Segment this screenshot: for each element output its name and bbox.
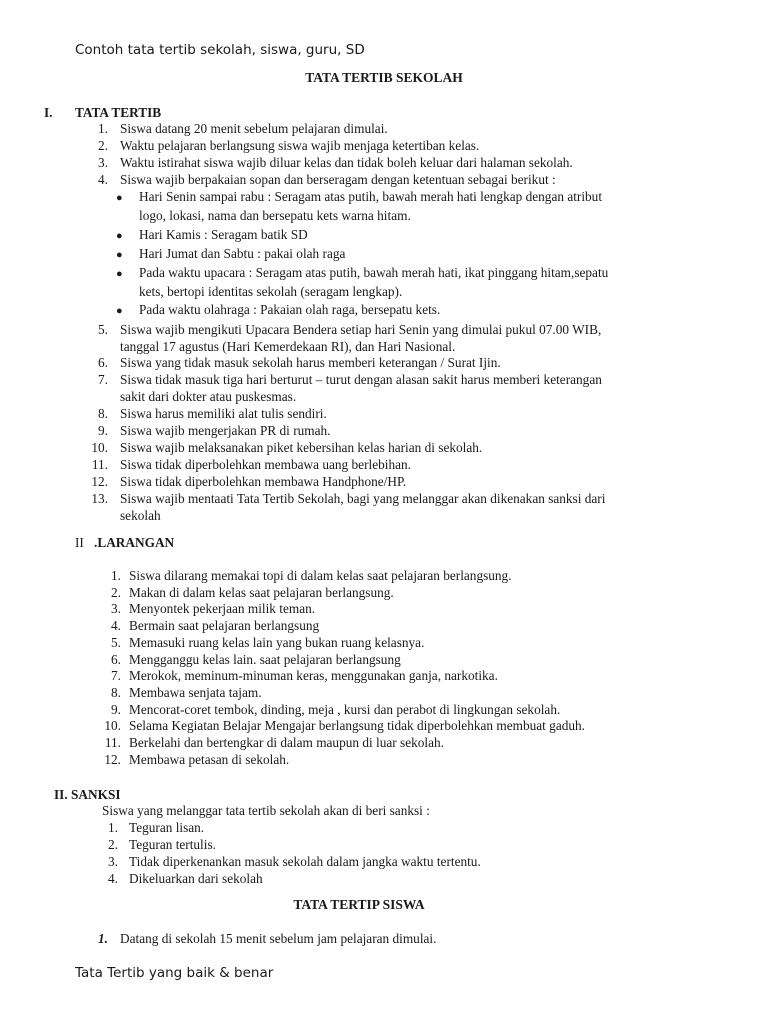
list-item-text: Makan di dalam kelas saat pelajaran berlangsung.: [129, 584, 394, 600]
list-item-number: 1.: [98, 121, 108, 136]
page-footer: Tata Tertib yang baik & benar: [75, 965, 274, 981]
list-item-number: 4.: [111, 618, 121, 634]
list-item-number: 1.: [98, 931, 108, 946]
list-item-text: Membawa petasan di sekolah.: [129, 751, 290, 767]
list-item-text: Teguran tertulis.: [129, 837, 216, 852]
list-item-text: Siswa yang tidak masuk sekolah harus memberi keterangan / Surat Ijin.: [120, 355, 501, 370]
list-item-number: 6.: [111, 651, 121, 667]
list-item-number: 9.: [98, 423, 108, 438]
document-title: TATA TERTIB SEKOLAH: [305, 70, 463, 85]
list-item-text: Siswa tidak diperbolehkan membawa uang berlebihan.: [120, 457, 411, 472]
list-item-text: Siswa wajib mengerjakan PR di rumah.: [120, 423, 331, 438]
list-item-number: 4.: [98, 172, 108, 187]
bullet-item-text: Pada waktu upacara : Seragam atas putih, bawah merah hati, ikat pinggang hitam,sepatu: [139, 265, 609, 280]
list-item-text: Datang di sekolah 15 menit sebelum jam pelajaran dimulai.: [120, 931, 437, 946]
bullet-icon: ●: [116, 268, 123, 280]
list-item-text: Mencorat-coret tembok, dinding, meja , kursi dan perabot di lingkungan sekolah.: [129, 701, 561, 717]
list-item-number: 7.: [111, 668, 121, 684]
list-item-number: 10.: [104, 718, 121, 734]
bullet-item-text: logo, lokasi, nama dan bersepatu kets warna hitam.: [139, 208, 411, 223]
list-item-text: tanggal 17 agustus (Hari Kemerdekaan RI), dan Hari Nasional.: [120, 339, 456, 354]
list-item-number: 12.: [91, 474, 108, 489]
list-item-text: Memasuki ruang kelas lain yang bukan ruang kelasnya.: [129, 634, 425, 650]
page-header: Contoh tata tertib sekolah, siswa, guru, SD: [75, 42, 365, 58]
bullet-item-text: Pada waktu olahraga : Pakaian olah raga, bersepatu kets.: [139, 302, 441, 317]
section-3-intro: Siswa yang melanggar tata tertib sekolah akan di beri sanksi :: [102, 803, 430, 818]
list-item-number: 9.: [111, 701, 121, 717]
list-item-number: 5.: [98, 322, 108, 337]
list-item-number: 4.: [108, 871, 118, 886]
list-item-text: Siswa wajib berpakaian sopan dan berseragam dengan ketentuan sebagai berikut :: [120, 172, 556, 187]
list-item-text: Siswa wajib mentaati Tata Tertib Sekolah, bagi yang melanggar akan dikenakan sanksi dari: [120, 491, 606, 506]
list-item-number: 7.: [98, 372, 108, 387]
list-item-number: 13.: [91, 491, 108, 506]
list-item-text: Bermain saat pelajaran berlangsung: [129, 618, 320, 634]
list-item-number: 2.: [98, 138, 108, 153]
list-item-text: Berkelahi dan bertengkar di dalam maupun di luar sekolah.: [129, 735, 444, 750]
list-item-text: Dikeluarkan dari sekolah: [129, 871, 263, 886]
list-item-number: 8.: [111, 684, 121, 700]
list-item-number: 6.: [98, 355, 108, 370]
list-item-text: Tidak diperkenankan masuk sekolah dalam jangka waktu tertentu.: [129, 854, 481, 869]
list-item-text: Merokok, meminum-minuman keras, menggunakan ganja, narkotika.: [129, 668, 498, 684]
list-item-number: 3.: [111, 601, 121, 617]
list-item-number: 2.: [111, 584, 121, 600]
bullet-icon: ●: [116, 192, 123, 204]
list-item-text: Waktu pelajaran berlangsung siswa wajib menjaga ketertiban kelas.: [120, 138, 480, 153]
list-item-number: 1.: [108, 820, 118, 835]
list-item-text: Siswa tidak diperbolehkan membawa Handphone/HP.: [120, 474, 407, 489]
list-item-text: Siswa harus memiliki alat tulis sendiri.: [120, 406, 327, 421]
list-item-text: Menyontek pekerjaan milik teman.: [129, 601, 316, 617]
bullet-item-text: Hari Senin sampai rabu : Seragam atas putih, bawah merah hati lengkap dengan atribut: [139, 189, 603, 204]
list-item-text: sekolah: [120, 508, 161, 523]
list-item-text: Mengganggu kelas lain. saat pelajaran berlangsung: [129, 651, 401, 667]
bullet-item-text: Hari Jumat dan Sabtu : pakai olah raga: [139, 246, 346, 261]
list-item-text: Waktu istirahat siswa wajib diluar kelas dan tidak boleh keluar dari halaman sekolah.: [120, 155, 573, 170]
list-item-number: 1.: [111, 568, 121, 583]
section-2-numeral: II: [75, 535, 84, 550]
list-item-number: 2.: [108, 837, 118, 852]
section-4-title: TATA TERTIP SISWA: [293, 897, 425, 912]
list-item-text: Siswa datang 20 menit sebelum pelajaran dimulai.: [120, 121, 388, 136]
list-item-text: Selama Kegiatan Belajar Mengajar berlangsung tidak diperbolehkan membuat gaduh.: [129, 718, 586, 734]
list-item-text: Siswa wajib mengikuti Upacara Bendera setiap hari Senin yang dimulai pukul 07.00 WIB,: [120, 322, 602, 337]
list-item-number: 8.: [98, 406, 108, 421]
list-item-number: 3.: [98, 155, 108, 170]
bullet-icon: ●: [116, 249, 123, 261]
list-item-text: sakit dari dokter atau puskesmas.: [120, 389, 297, 404]
list-item-number: 5.: [111, 634, 121, 650]
section-2-title: .LARANGAN: [94, 535, 175, 550]
section-3-title: II. SANKSI: [54, 787, 121, 802]
list-item-number: 11.: [104, 735, 121, 750]
bullet-item-text: kets, bertopi identitas sekolah (seragam lengkap).: [139, 284, 403, 299]
list-item-number: 10.: [91, 440, 108, 455]
list-item-text: Teguran lisan.: [129, 820, 205, 835]
list-item-text: Siswa dilarang memakai topi di dalam kelas saat pelajaran berlangsung.: [129, 568, 512, 583]
list-item-number: 11.: [91, 457, 108, 472]
list-item-text: Siswa tidak masuk tiga hari berturut – turut dengan alasan sakit harus memberi keterangan: [120, 372, 602, 387]
bullet-item-text: Hari Kamis : Seragam batik SD: [139, 227, 308, 242]
bullet-icon: ●: [116, 230, 123, 242]
list-item-number: 12.: [104, 751, 121, 767]
list-item-number: 3.: [108, 854, 118, 869]
list-item-text: Membawa senjata tajam.: [129, 684, 262, 700]
section-1-title: TATA TERTIB: [75, 105, 162, 120]
list-item-text: Siswa wajib melaksanakan piket kebersihan kelas harian di sekolah.: [120, 440, 483, 455]
bullet-icon: ●: [116, 305, 123, 317]
section-1-numeral: I.: [44, 105, 53, 120]
